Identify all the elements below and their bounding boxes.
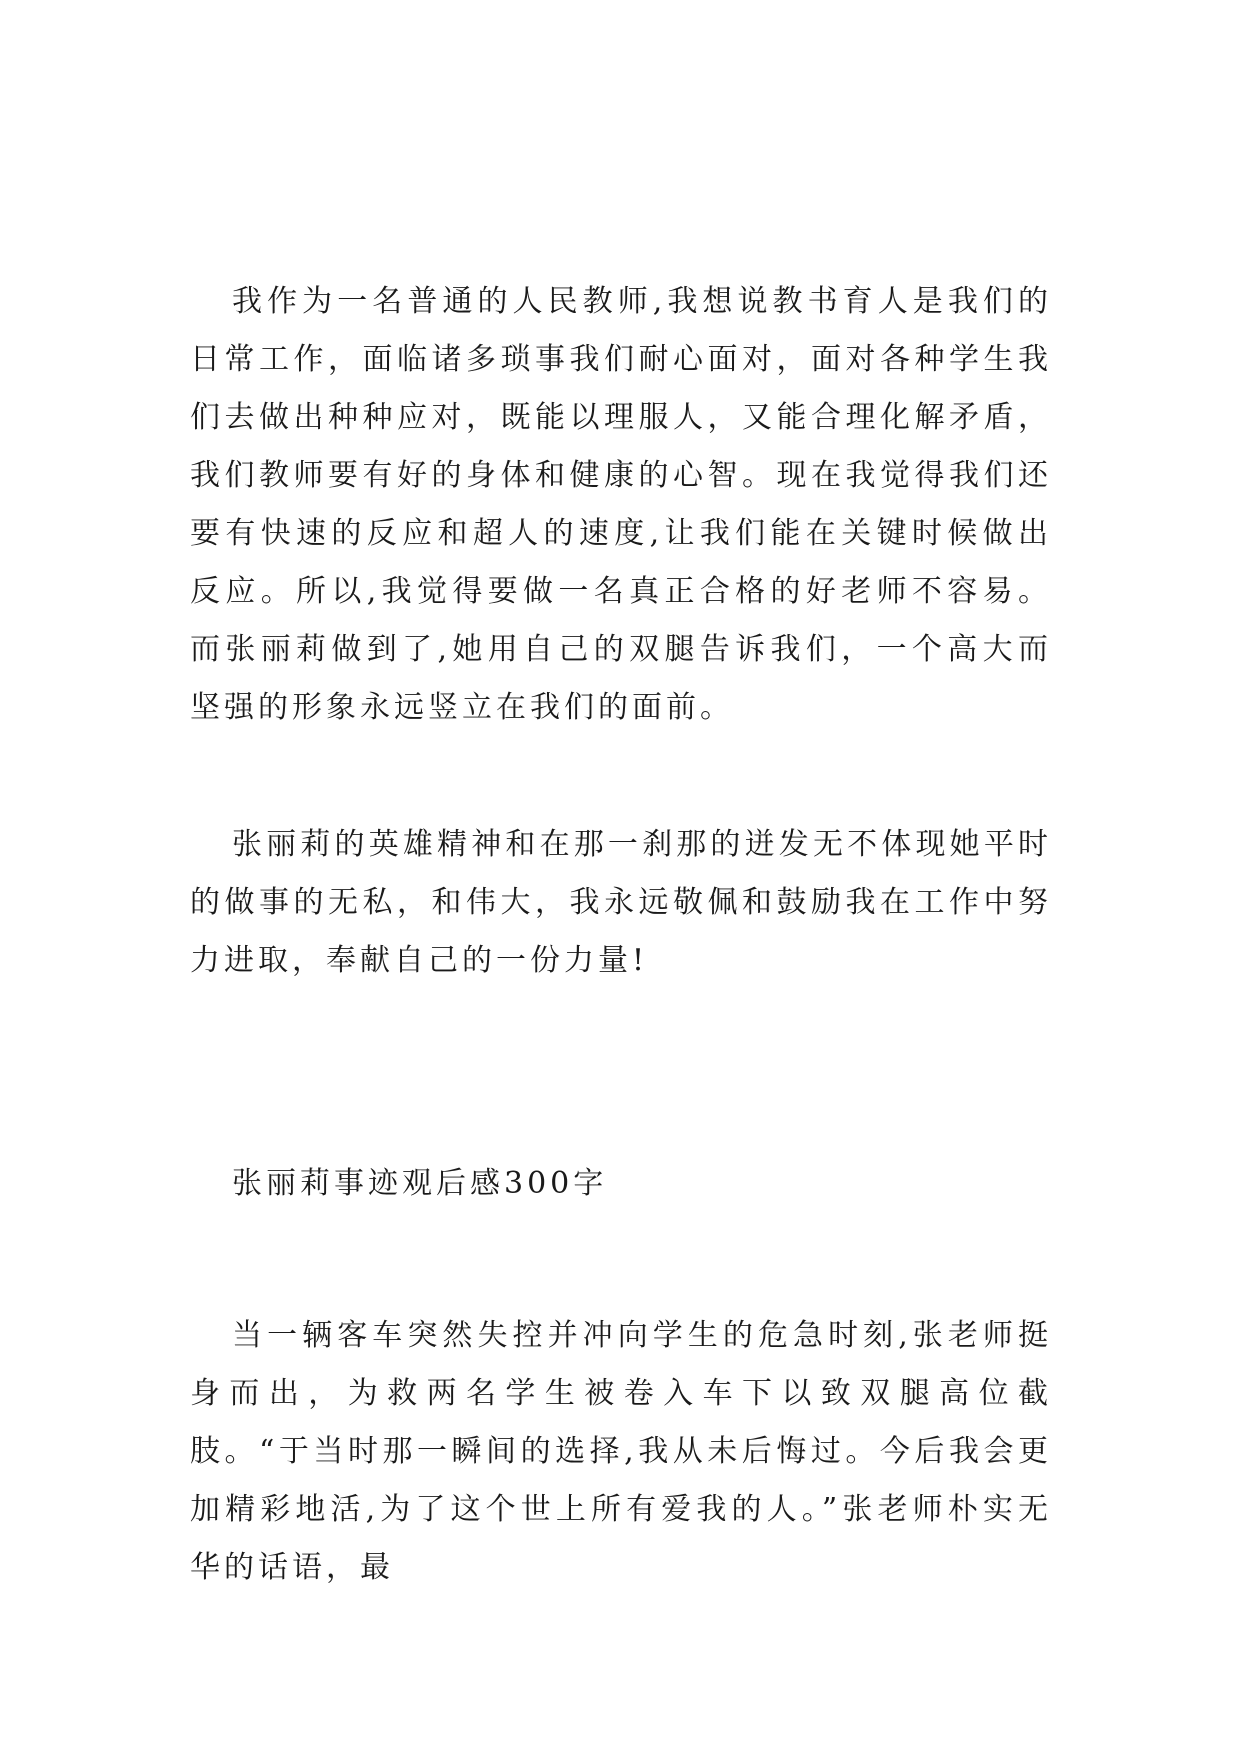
paragraph-teacher-reflection: 我作为一名普通的人民教师,我想说教书育人是我们的日常工作，面临诸多琐事我们耐心面对，面对各种学生我们去做出种种应对，既能以理服人，又能合理化解矛盾，我们教师要有好的身体和健康的心智。现在我觉得我们还要有快速的反应和超人的速度,让我们能在关键时候做出反应。所以,我觉得要做一名真正合格的好老师不容易。而张丽莉做到了,她用自己的双腿告诉我们，一个高大而坚强的形象永远竖立在我们的面前。 bbox=[190, 284, 1052, 725]
paragraph-heroic-spirit: 张丽莉的英雄精神和在那一刹那的迸发无不体现她平时的做事的无私，和伟大，我永远敬佩和鼓励我在工作中努力进取，奉献自己的一份力量! bbox=[190, 827, 1052, 978]
section-heading: 张丽莉事迹观后感300字 bbox=[232, 1166, 608, 1201]
paragraph-bus-incident: 当一辆客车突然失控并冲向学生的危急时刻,张老师挺身而出，为救两名学生被卷入车下以致双腿高位截肢。“于当时那一瞬间的选择,我从未后悔过。今后我会更加精彩地活,为了这个世上所有爱我的人。”张老师朴实无华的话语，最 bbox=[190, 1318, 1052, 1585]
